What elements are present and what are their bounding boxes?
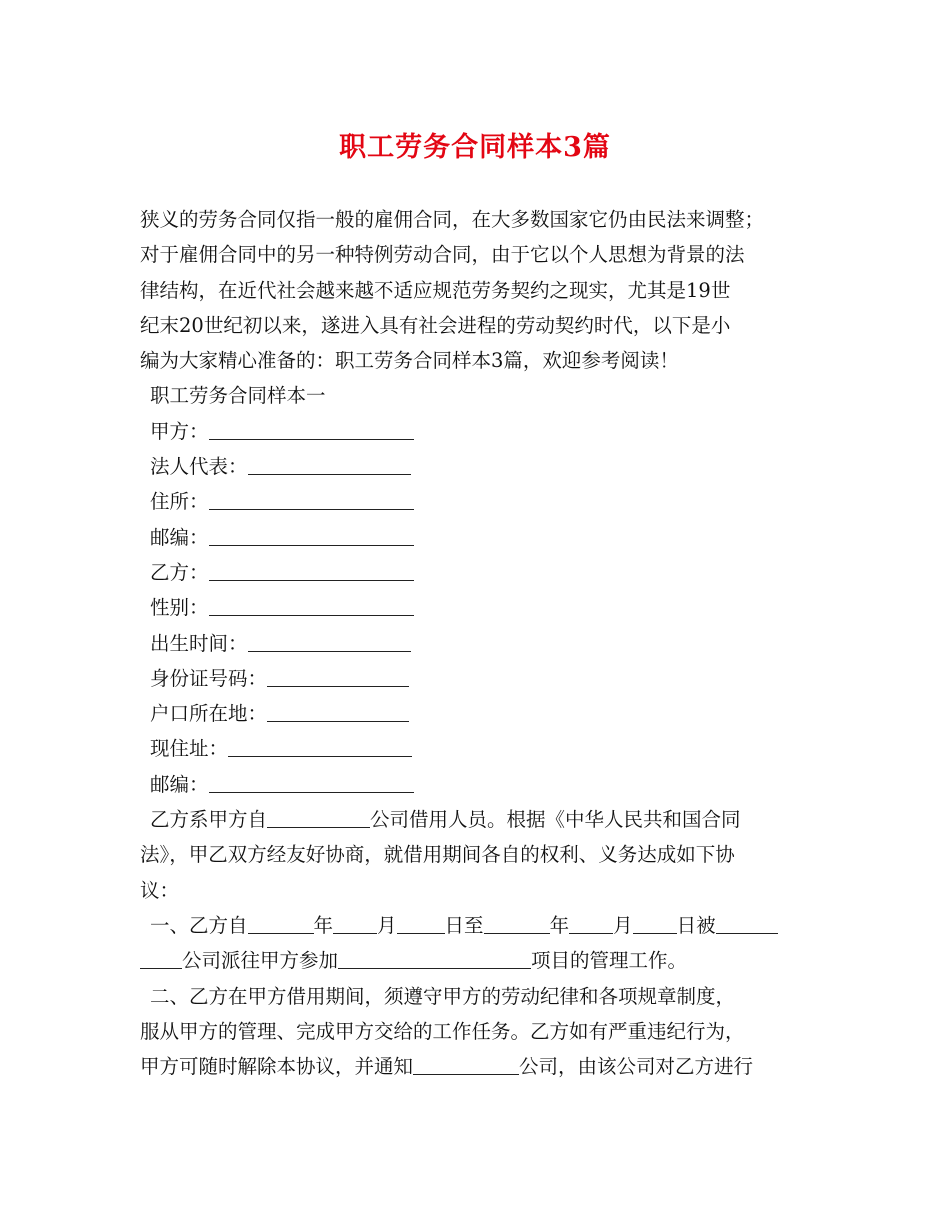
sample-heading: 职工劳务合同样本一 xyxy=(150,384,326,408)
fill-blank xyxy=(209,560,414,581)
field-label: 现住址： xyxy=(150,737,229,761)
clause-text: 年 xyxy=(549,913,570,937)
field-label: 户口所在地： xyxy=(150,702,268,726)
fill-blank xyxy=(209,525,414,546)
clause-2-line: 二、乙方在甲方借用期间，须遵守甲方的劳动纪律和各项规章制度， xyxy=(150,984,736,1008)
preamble-text: 乙方系甲方自 xyxy=(150,808,268,832)
clause-text: 项目的管理工作。 xyxy=(531,949,688,973)
field-postcode-b xyxy=(140,767,820,802)
fill-blank xyxy=(209,772,414,793)
field-gender xyxy=(140,590,820,625)
clause-text: 日被 xyxy=(676,913,716,937)
fill-blank xyxy=(338,948,531,969)
clause-text: 公司，由该公司对乙方进行 xyxy=(519,1055,754,1079)
fill-blank xyxy=(333,913,377,934)
clause-text: 月 xyxy=(613,913,633,937)
intro-line: 纪末20世纪初以来，遂进入具有社会进程的劳动契约时代，以下是小 xyxy=(140,313,731,337)
clause-text: 日至 xyxy=(444,913,484,937)
fill-blank xyxy=(209,595,414,616)
fill-blank xyxy=(633,913,677,934)
fill-blank xyxy=(716,913,778,934)
fill-blank xyxy=(413,1054,519,1075)
document-title: 职工劳务合同样本3篇 xyxy=(339,132,611,163)
field-hukou xyxy=(140,696,820,731)
field-label: 邮编： xyxy=(150,772,209,796)
field-label: 乙方： xyxy=(150,560,209,584)
fill-blank xyxy=(140,948,182,969)
fill-blank xyxy=(248,631,411,652)
fill-blank xyxy=(248,454,411,475)
field-label: 邮编： xyxy=(150,525,209,549)
field-label: 性别： xyxy=(150,596,209,620)
clause-text: 月 xyxy=(377,913,397,937)
clause-2-line: 服从甲方的管理、完成甲方交给的工作任务。乙方如有严重违纪行为， xyxy=(140,1019,745,1043)
field-label: 住所： xyxy=(150,490,209,514)
field-postcode xyxy=(140,520,820,555)
field-legal-rep xyxy=(140,449,820,484)
clause-text: 年 xyxy=(313,913,334,937)
field-id-number xyxy=(140,661,820,696)
clause-1-line xyxy=(140,943,820,978)
fill-blank xyxy=(209,419,414,440)
field-party-b xyxy=(140,555,820,590)
fill-blank xyxy=(569,913,613,934)
field-current-address xyxy=(140,731,820,766)
intro-line: 对于雇佣合同中的另一种特例劳动合同，由于它以个人思想为背景的法 xyxy=(140,243,745,267)
document-body xyxy=(140,202,820,1084)
fill-blank xyxy=(209,489,414,510)
field-address xyxy=(140,484,820,519)
clause-1-line xyxy=(140,908,820,943)
fill-blank xyxy=(267,701,409,722)
field-label: 出生时间： xyxy=(150,631,248,655)
preamble-text: 公司借用人员。根据《中华人民共和国合同 xyxy=(370,808,741,832)
clause-text: 甲方可随时解除本协议，并通知 xyxy=(140,1055,414,1079)
fill-blank xyxy=(484,913,550,934)
fill-blank xyxy=(267,666,409,687)
field-party-a xyxy=(140,414,820,449)
preamble-line: 议： xyxy=(140,878,180,902)
fill-blank xyxy=(397,913,445,934)
preamble-line xyxy=(140,802,820,837)
clause-text: 一、乙方自 xyxy=(150,913,248,937)
fill-blank xyxy=(267,807,370,828)
clause-2-line xyxy=(140,1049,820,1084)
field-birth-date xyxy=(140,626,820,661)
field-label: 法人代表： xyxy=(150,455,248,479)
intro-line: 编为大家精心准备的：职工劳务合同样本3篇，欢迎参考阅读！ xyxy=(140,349,679,373)
field-label: 甲方： xyxy=(150,419,209,443)
intro-line: 狭义的劳务合同仅指一般的雇佣合同，在大多数国家它仍由民法来调整； xyxy=(140,208,765,231)
clause-text: 公司派往甲方参加 xyxy=(182,949,339,973)
fill-blank xyxy=(248,913,314,934)
fill-blank xyxy=(228,736,412,757)
preamble-line: 法》，甲乙双方经友好协商，就借用期间各自的权利、义务达成如下协 xyxy=(140,843,735,867)
field-label: 身份证号码： xyxy=(150,666,268,690)
intro-line: 律结构，在近代社会越来越不适应规范劳务契约之现实，尤其是19世 xyxy=(140,278,731,302)
